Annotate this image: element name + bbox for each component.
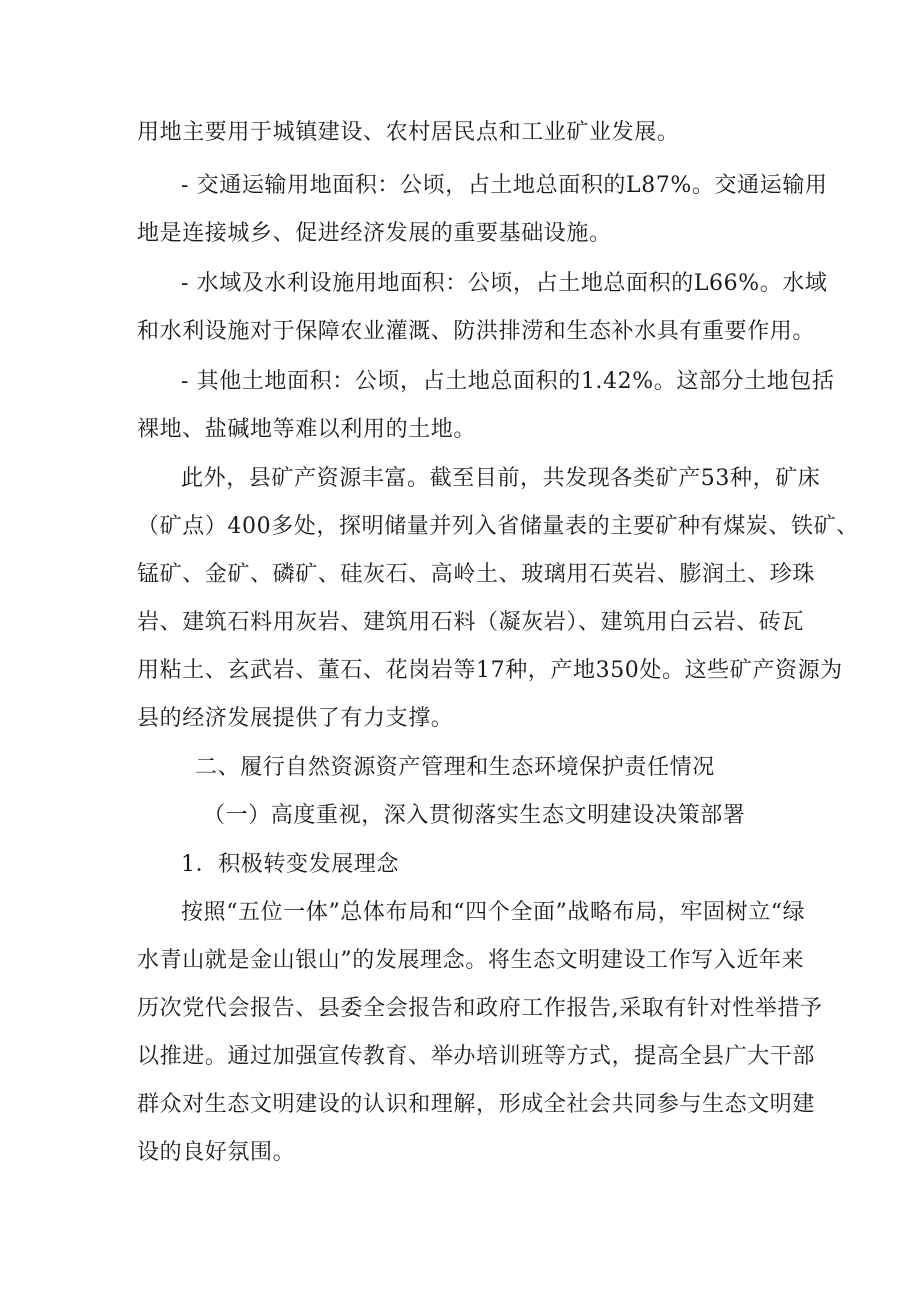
paragraph-line: 岩、建筑石料用灰岩、建筑用石料（凝灰岩）、建筑用白云岩、砖瓦 bbox=[137, 610, 805, 635]
paragraph-line: （矿点）400多处，探明储量并列入省储量表的主要矿种有煤炭、铁矿、 bbox=[137, 514, 859, 539]
paragraph-line: 地是连接城乡、促进经济发展的重要基础设施。 bbox=[137, 221, 612, 246]
paragraph-line: 按照“五位一体”总体布局和“四个全面”战略布局，牢固树立“绿 bbox=[181, 900, 806, 925]
paragraph-line: - 交通运输用地面积：公顷，占土地总面积的L87%。交通运输用 bbox=[181, 173, 828, 198]
paragraph-line: 用地主要用于城镇建设、农村居民点和工业矿业发展。 bbox=[137, 120, 680, 145]
paragraph-line: 水青山就是金山银山”的发展理念。将生态文明建设工作写入近年来 bbox=[137, 948, 805, 973]
paragraph-line: - 水域及水利设施用地面积：公顷，占土地总面积的L66%。水域 bbox=[181, 271, 828, 296]
paragraph-line: 锰矿、金矿、磷矿、硅灰石、高岭土、玻璃用石英岩、膨润土、珍珠 bbox=[137, 562, 816, 587]
paragraph-line: 县的经济发展提供了有力支撑。 bbox=[137, 706, 454, 731]
paragraph-line: - 其他土地面积：公顷，占土地总面积的1.42%。这部分土地包括 bbox=[181, 369, 835, 394]
paragraph-line: 设的良好氛围。 bbox=[137, 1140, 296, 1165]
paragraph-line: 裸地、盐碱地等难以利用的土地。 bbox=[137, 417, 477, 442]
paragraph-line: 以推进。通过加强宣传教育、举办培训班等方式，提高全县广大干部 bbox=[137, 1044, 816, 1069]
paragraph-line: 和水利设施对于保障农业灌溉、防洪排涝和生态补水具有重要作用。 bbox=[137, 319, 816, 344]
subsection-heading: （一）高度重视，深入贯彻落实生态文明建设决策部署 bbox=[203, 803, 746, 828]
section-heading: 二、履行自然资源资产管理和生态环境保护责任情况 bbox=[195, 755, 715, 780]
paragraph-line: 历次党代会报告、县委全会报告和政府工作报告,采取有针对性举措予 bbox=[137, 996, 823, 1021]
paragraph-line: 用粘土、玄武岩、董石、花岗岩等17种，产地350处。这些矿产资源为 bbox=[137, 658, 843, 683]
paragraph-line: 此外，县矿产资源丰富。截至目前，共发现各类矿产53种，矿床 bbox=[181, 466, 821, 491]
paragraph-line: 群众对生态文明建设的认识和理解，形成全社会共同参与生态文明建 bbox=[137, 1092, 816, 1117]
item-heading: 1．积极转变发展理念 bbox=[181, 852, 399, 877]
